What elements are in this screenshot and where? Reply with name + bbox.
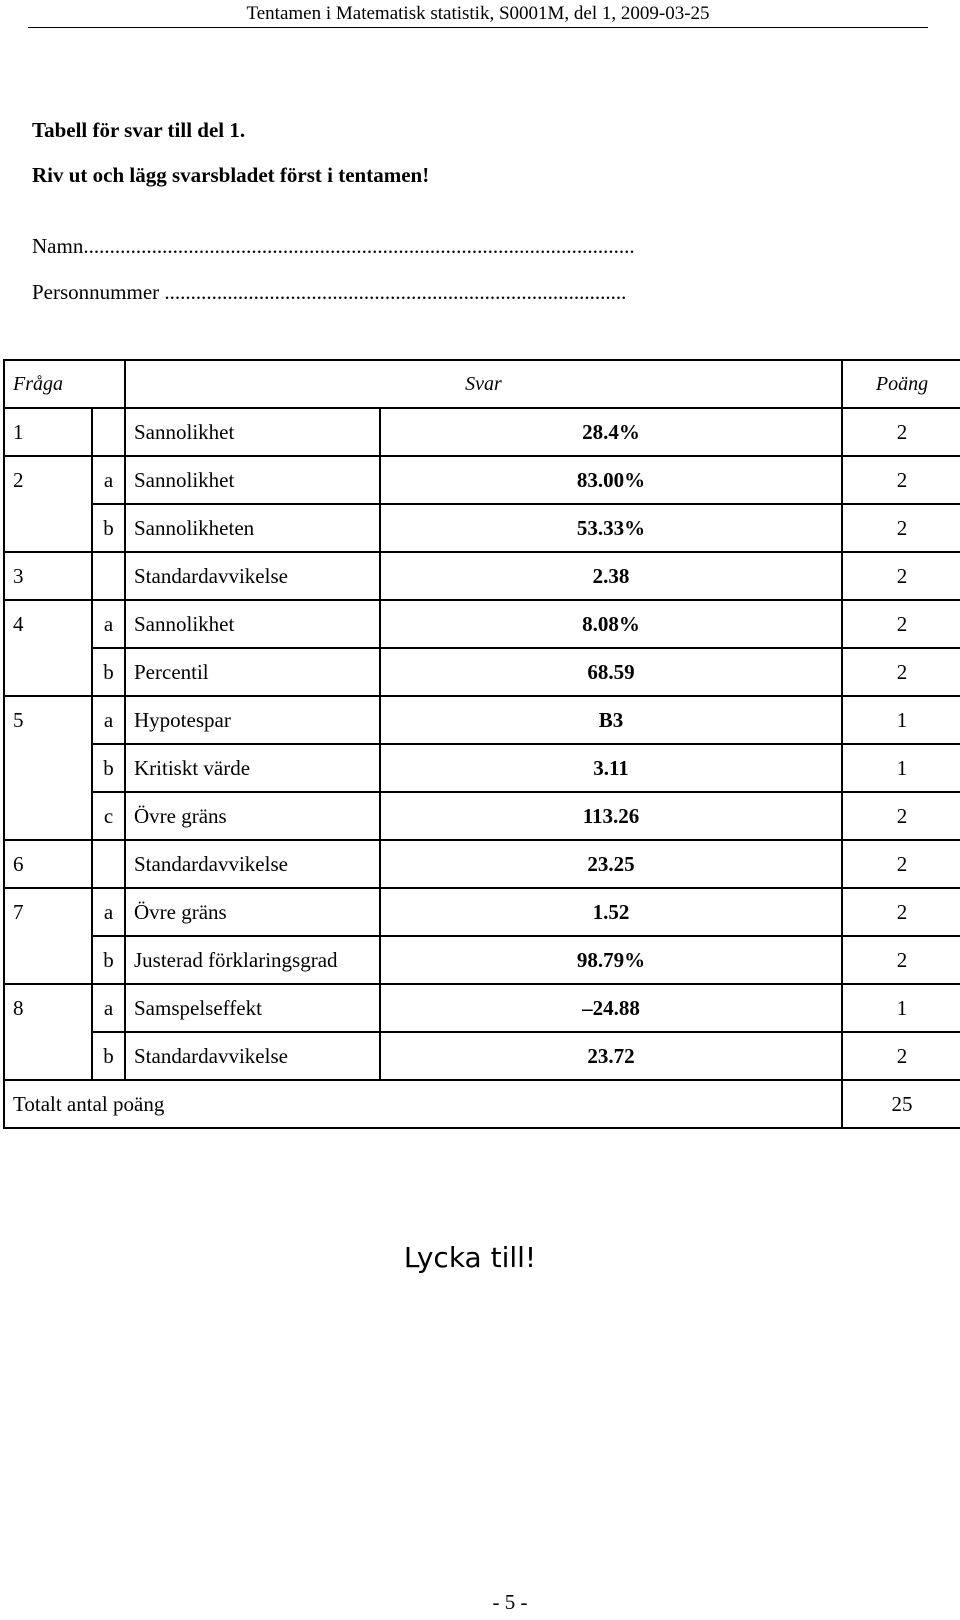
answer-value: 113.26 bbox=[380, 792, 842, 840]
answer-label: Standardavvikelse bbox=[125, 1032, 380, 1080]
points-value: 2 bbox=[842, 840, 960, 888]
table-row bbox=[4, 744, 960, 792]
points-value: 2 bbox=[842, 936, 960, 984]
points-value: 2 bbox=[842, 888, 960, 936]
table-row bbox=[4, 456, 960, 504]
header-spacer bbox=[92, 360, 125, 408]
answer-label: Samspelseffekt bbox=[125, 984, 380, 1032]
question-number: 2 bbox=[4, 456, 92, 504]
points-value: 2 bbox=[842, 504, 960, 552]
total-points: 25 bbox=[842, 1080, 960, 1128]
total-label: Totalt antal poäng bbox=[4, 1080, 842, 1128]
table-row bbox=[4, 600, 960, 648]
question-number: 7 bbox=[4, 888, 92, 936]
sub-question: b bbox=[92, 648, 125, 696]
answer-label: Justerad förklaringsgrad bbox=[125, 936, 380, 984]
answer-label: Standardavvikelse bbox=[125, 552, 380, 600]
intro-line-1: Tabell för svar till del 1. bbox=[32, 118, 246, 142]
answer-value: –24.88 bbox=[380, 984, 842, 1032]
answer-label: Sannolikhet bbox=[125, 456, 380, 504]
question-number bbox=[4, 1032, 92, 1080]
answer-label: Övre gräns bbox=[125, 888, 380, 936]
table-row bbox=[4, 888, 960, 936]
points-value: 2 bbox=[842, 600, 960, 648]
answer-label: Övre gräns bbox=[125, 792, 380, 840]
answer-value: 53.33% bbox=[380, 504, 842, 552]
question-number bbox=[4, 504, 92, 552]
page-number: - 5 - bbox=[492, 1590, 528, 1614]
answer-value: 1.52 bbox=[380, 888, 842, 936]
sub-question bbox=[92, 408, 125, 456]
table-row bbox=[4, 408, 960, 456]
sub-question: c bbox=[92, 792, 125, 840]
points-value: 2 bbox=[842, 792, 960, 840]
points-value: 1 bbox=[842, 696, 960, 744]
answer-value: 28.4% bbox=[380, 408, 842, 456]
sub-question: a bbox=[92, 888, 125, 936]
points-value: 2 bbox=[842, 456, 960, 504]
question-number: 8 bbox=[4, 984, 92, 1032]
question-number bbox=[4, 648, 92, 696]
sub-question: a bbox=[92, 984, 125, 1032]
answer-value: B3 bbox=[380, 696, 842, 744]
sub-question: b bbox=[92, 1032, 125, 1080]
answer-value: 2.38 bbox=[380, 552, 842, 600]
answer-label: Percentil bbox=[125, 648, 380, 696]
question-number: 5 bbox=[4, 696, 92, 744]
points-value: 2 bbox=[842, 552, 960, 600]
answer-table bbox=[3, 359, 960, 1129]
question-number bbox=[4, 936, 92, 984]
table-row bbox=[4, 552, 960, 600]
total-row bbox=[4, 1080, 960, 1128]
header-question: Fråga bbox=[4, 360, 92, 408]
points-value: 2 bbox=[842, 1032, 960, 1080]
table-row bbox=[4, 984, 960, 1032]
table-row bbox=[4, 1032, 960, 1080]
table-row bbox=[4, 840, 960, 888]
table-row bbox=[4, 792, 960, 840]
points-value: 1 bbox=[842, 984, 960, 1032]
page-header-title: Tentamen i Matematisk statistik, S0001M, del 1, 2009-03-25 bbox=[246, 3, 710, 24]
sub-question: a bbox=[92, 696, 125, 744]
table-row bbox=[4, 504, 960, 552]
answer-label: Sannolikhet bbox=[125, 600, 380, 648]
personnummer-field[interactable]: Personnummer ........................................................................................ bbox=[32, 280, 627, 304]
header-answer: Svar bbox=[125, 360, 842, 408]
answer-value: 8.08% bbox=[380, 600, 842, 648]
answer-value: 68.59 bbox=[380, 648, 842, 696]
name-field[interactable]: Namn......................................................................................................... bbox=[32, 234, 635, 258]
sub-question bbox=[92, 840, 125, 888]
header-points: Poäng bbox=[842, 360, 960, 408]
points-value: 2 bbox=[842, 648, 960, 696]
answer-label: Sannolikhet bbox=[125, 408, 380, 456]
table-row bbox=[4, 648, 960, 696]
sub-question: b bbox=[92, 744, 125, 792]
table-row bbox=[4, 696, 960, 744]
question-number: 1 bbox=[4, 408, 92, 456]
question-number bbox=[4, 792, 92, 840]
sub-question: b bbox=[92, 504, 125, 552]
question-number: 4 bbox=[4, 600, 92, 648]
question-number: 6 bbox=[4, 840, 92, 888]
question-number: 3 bbox=[4, 552, 92, 600]
sub-question: b bbox=[92, 936, 125, 984]
points-value: 2 bbox=[842, 408, 960, 456]
answer-label: Hypotespar bbox=[125, 696, 380, 744]
answer-value: 98.79% bbox=[380, 936, 842, 984]
header-rule bbox=[28, 27, 928, 28]
answer-label: Sannolikheten bbox=[125, 504, 380, 552]
sub-question bbox=[92, 552, 125, 600]
answer-value: 83.00% bbox=[380, 456, 842, 504]
answer-value: 3.11 bbox=[380, 744, 842, 792]
table-header-row bbox=[4, 360, 960, 408]
question-number bbox=[4, 744, 92, 792]
table-row bbox=[4, 936, 960, 984]
intro-line-2: Riv ut och lägg svarsbladet först i tentamen! bbox=[32, 163, 430, 187]
sub-question: a bbox=[92, 456, 125, 504]
answer-label: Kritiskt värde bbox=[125, 744, 380, 792]
answer-label: Standardavvikelse bbox=[125, 840, 380, 888]
points-value: 1 bbox=[842, 744, 960, 792]
closing-message: Lycka till! bbox=[403, 1241, 537, 1274]
answer-value: 23.72 bbox=[380, 1032, 842, 1080]
sub-question: a bbox=[92, 600, 125, 648]
answer-value: 23.25 bbox=[380, 840, 842, 888]
